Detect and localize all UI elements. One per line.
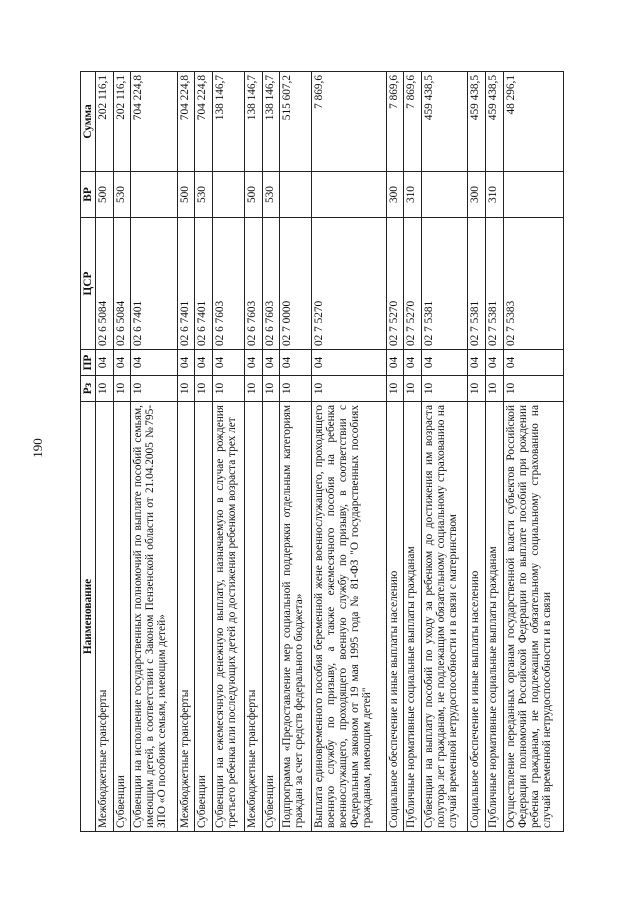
table-row [212,72,244,832]
cell-pr: 04 [485,350,503,376]
cell-name: Межбюджетные трансферты [244,402,262,832]
cell-sum: 459 438,5 [422,72,468,172]
cell-name: Социальное обеспечение и иные выплаты населению [386,402,404,832]
table-row [485,72,503,832]
cell-pr: 04 [503,350,563,376]
cell-name: Межбюджетные трансферты [96,402,114,832]
cell-rz: 10 [503,376,563,402]
table-row [131,72,177,832]
cell-sum: 459 438,5 [485,72,503,172]
table-row [386,72,404,832]
cell-pr: 04 [244,350,262,376]
cell-sum: 138 146,7 [212,72,244,172]
cell-sum: 515 607,2 [280,72,312,172]
cell-vr [280,172,312,218]
cell-csr: 02 6 7401 [195,218,213,350]
cell-csr: 02 7 5270 [386,218,404,350]
header-rz: Рз [81,376,96,402]
cell-sum: 7 869,6 [386,72,404,172]
cell-name: Публичные нормативные социальные выплаты гражданам [404,402,422,832]
table-row [503,72,563,832]
table-row [195,72,213,832]
cell-sum: 7 869,6 [404,72,422,172]
cell-vr: 500 [177,172,195,218]
cell-sum: 48 296,1 [503,72,563,172]
cell-rz: 10 [280,376,312,402]
cell-pr: 04 [131,350,177,376]
header-name: Наименование [81,402,96,832]
cell-name: Публичные нормативные социальные выплаты гражданам [485,402,503,832]
cell-vr: 310 [404,172,422,218]
cell-vr [503,172,563,218]
cell-rz: 10 [485,376,503,402]
cell-csr: 02 6 5084 [113,218,131,350]
table-row [422,72,468,832]
table-row [113,72,131,832]
cell-pr: 04 [177,350,195,376]
cell-pr: 04 [262,350,280,376]
table-row [96,72,114,832]
cell-vr: 530 [262,172,280,218]
cell-name: Осуществление переданных органам государственной власти субъектов Российской Федерации полномочий Российской Федерации по выплате пособий при рождении ребенка гражданам, не подлежащим обязательному социальному страхованию на случай временной нетрудоспособности и в связи [503,402,563,832]
rotated-table-container [80,72,564,832]
table-row [177,72,195,832]
table-row [262,72,280,832]
cell-name: Подпрограмма «Предоставление мер социальной поддержки отдельным категориям граждан за счет средств федерального бюджета» [280,402,312,832]
cell-csr: 02 7 5381 [485,218,503,350]
budget-table [80,71,564,832]
cell-sum: 459 438,5 [468,72,486,172]
cell-name: Социальное обеспечение и иные выплаты населению [468,402,486,832]
cell-name: Субвенции [262,402,280,832]
cell-rz: 10 [262,376,280,402]
cell-sum: 704 224,8 [195,72,213,172]
cell-name: Межбюджетные трансферты [177,402,195,832]
cell-rz: 10 [468,376,486,402]
cell-rz: 10 [96,376,114,402]
cell-csr: 02 6 7603 [262,218,280,350]
cell-pr: 04 [280,350,312,376]
cell-csr: 02 7 5383 [503,218,563,350]
cell-rz: 10 [131,376,177,402]
header-sum: Сумма [81,72,96,172]
cell-csr: 02 6 5084 [96,218,114,350]
cell-csr: 02 7 5270 [312,218,386,350]
cell-vr: 530 [113,172,131,218]
cell-pr: 04 [468,350,486,376]
table-row [404,72,422,832]
cell-rz: 10 [212,376,244,402]
cell-name: Выплата единовременного пособия беременной жене военнослужащего, проходящего военную службу по призыву, а также ежемесячного пособия на ребенка военнослужащего, проходящего военную службу по призыву, в соответствии с Федеральным законом от 19 мая 1995 года № 81-ФЗ "О государственных пособиях гражданам, имеющим детей" [312,402,386,832]
cell-sum: 7 869,6 [312,72,386,172]
header-vr: ВР [81,172,96,218]
cell-csr: 02 7 5381 [422,218,468,350]
cell-pr: 04 [195,350,213,376]
cell-pr: 04 [404,350,422,376]
cell-csr: 02 6 7401 [131,218,177,350]
cell-sum: 138 146,7 [262,72,280,172]
cell-name: Субвенции на выплату пособий по уходу за ребенком до достижения им возраста полутора лет гражданам, не подлежащим обязательному социальному страхованию на случай временной нетрудоспособности и в связи с материнством [422,402,468,832]
cell-sum: 202 116,1 [113,72,131,172]
cell-csr: 02 7 5381 [468,218,486,350]
cell-csr: 02 7 5270 [404,218,422,350]
cell-sum: 704 224,8 [177,72,195,172]
cell-csr: 02 7 0000 [280,218,312,350]
cell-name: Субвенции на ежемесячную денежную выплату, назначаемую в случае рождения третьего ребенка или последующих детей до достижения ребенком возраста трех лет [212,402,244,832]
cell-sum: 704 224,8 [131,72,177,172]
cell-rz: 10 [404,376,422,402]
cell-pr: 04 [312,350,386,376]
cell-pr: 04 [96,350,114,376]
cell-rz: 10 [195,376,213,402]
cell-vr: 500 [244,172,262,218]
cell-csr: 02 6 7603 [212,218,244,350]
cell-vr: 310 [485,172,503,218]
cell-pr: 04 [422,350,468,376]
cell-vr: 500 [96,172,114,218]
cell-name: Субвенции [195,402,213,832]
header-pr: ПР [81,350,96,376]
table-row [244,72,262,832]
cell-vr [212,172,244,218]
cell-rz: 10 [386,376,404,402]
cell-rz: 10 [177,376,195,402]
table-row [312,72,386,832]
table-row [280,72,312,832]
table-row [468,72,486,832]
cell-rz: 10 [422,376,468,402]
cell-vr [312,172,386,218]
cell-sum: 202 116,1 [96,72,114,172]
cell-rz: 10 [113,376,131,402]
cell-rz: 10 [244,376,262,402]
cell-vr: 300 [468,172,486,218]
cell-sum: 138 146,7 [244,72,262,172]
cell-csr: 02 6 7603 [244,218,262,350]
cell-pr: 04 [386,350,404,376]
table-header-row [81,72,96,832]
cell-pr: 04 [212,350,244,376]
cell-csr: 02 6 7401 [177,218,195,350]
cell-pr: 04 [113,350,131,376]
cell-vr: 530 [195,172,213,218]
page-number: 190 [30,438,45,458]
cell-vr [422,172,468,218]
cell-name: Субвенции на исполнение государственных полномочий по выплате пособий семьям, имеющим детей, в соответствии с Законом Пензенской области от 21.04.2005 №795-ЗПО «О пособиях семьям, имеющим детей» [131,402,177,832]
cell-vr [131,172,177,218]
cell-rz: 10 [312,376,386,402]
cell-vr: 300 [386,172,404,218]
cell-name: Субвенции [113,402,131,832]
header-csr: ЦСР [81,218,96,350]
